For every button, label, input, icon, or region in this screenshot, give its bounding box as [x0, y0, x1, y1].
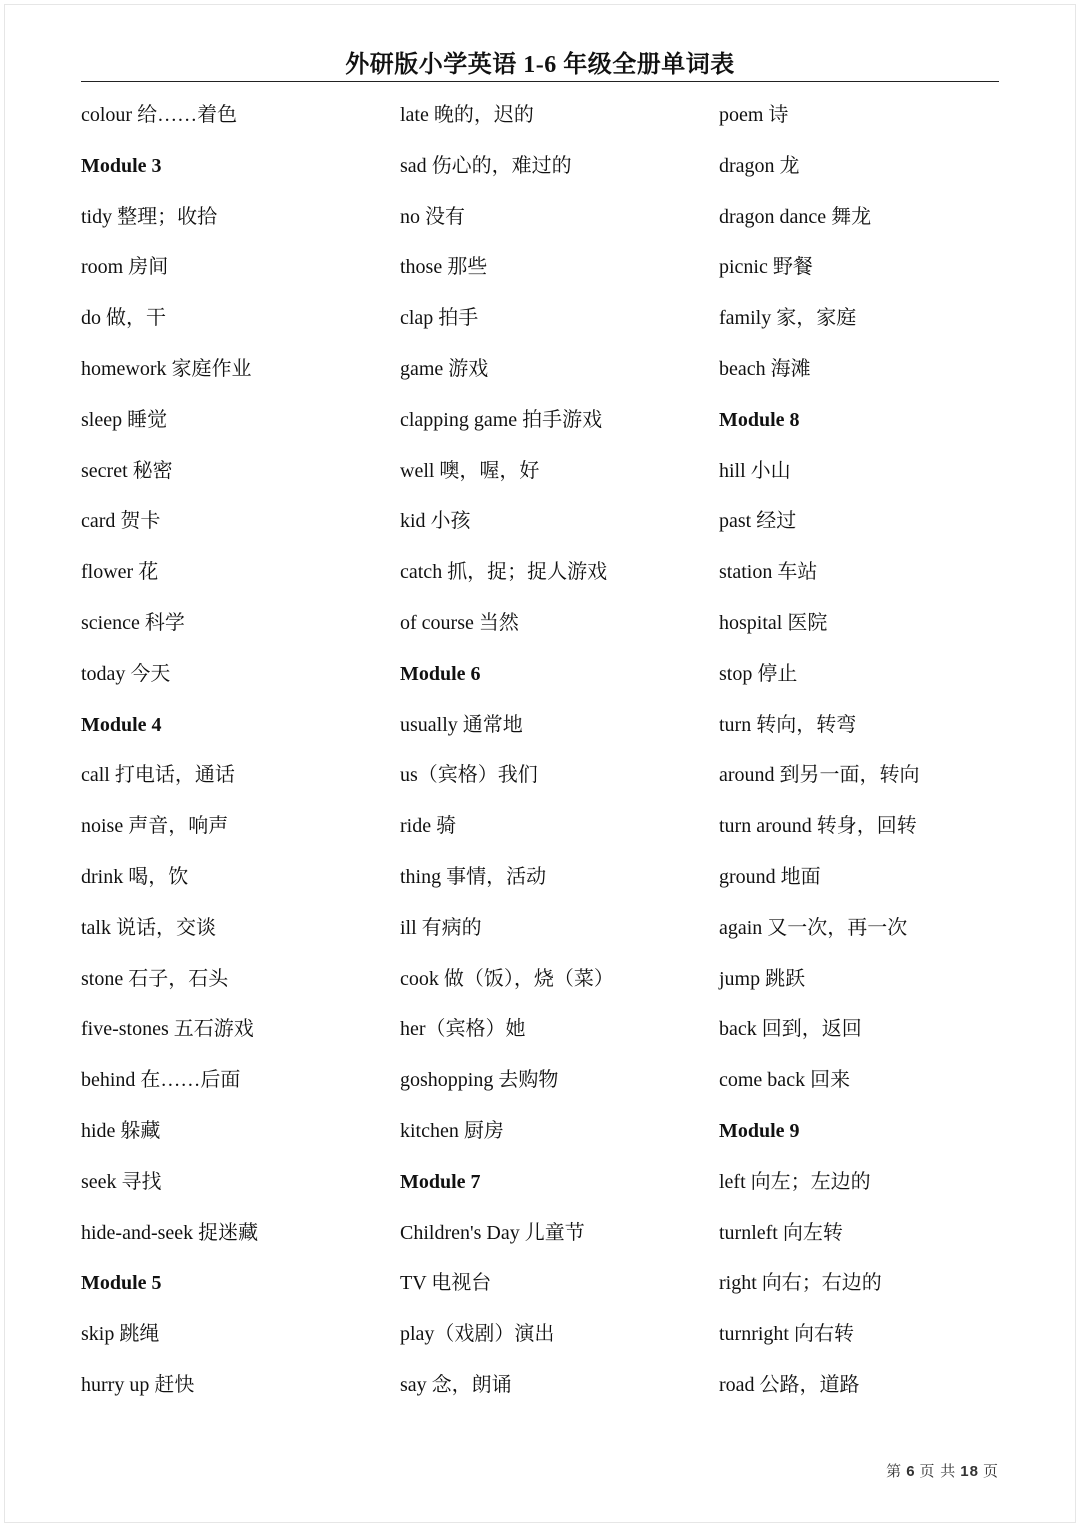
vocab-entry: those 那些: [400, 256, 488, 279]
vocab-entry: room 房间: [81, 256, 169, 279]
vocab-entry: turnleft 向左转: [719, 1221, 843, 1244]
vocab-entry: turn around 转身，回转: [719, 815, 917, 838]
vocab-entry: jump 跳跃: [719, 967, 806, 990]
total-page-count: 18: [960, 1463, 979, 1480]
page-footer: [886, 1460, 999, 1481]
vocab-entry: no 没有: [400, 205, 465, 228]
vocab-entry: road 公路，道路: [719, 1373, 860, 1396]
vocab-entry: drink 喝，饮: [81, 865, 189, 888]
vocab-entry: five-stones 五石游戏: [81, 1018, 254, 1041]
vocab-entry: card 贺卡: [81, 510, 161, 533]
vocab-column-1: [81, 90, 381, 1411]
vocab-entry: kitchen 厨房: [400, 1119, 504, 1142]
vocab-entry: turnright 向右转: [719, 1323, 854, 1346]
vocab-entry: today 今天: [81, 662, 171, 685]
vocab-entry: science 科学: [81, 611, 185, 634]
vocab-entry: us（宾格）我们: [400, 764, 538, 787]
vocab-entry: hide-and-seek 捉迷藏: [81, 1221, 259, 1244]
vocab-entry: play（戏剧）演出: [400, 1323, 555, 1346]
vocab-entry: TV 电视台: [400, 1272, 492, 1295]
vocab-entry: say 念，朗诵: [400, 1373, 512, 1396]
vocab-entry: talk 说话，交谈: [81, 916, 216, 939]
module-heading: Module 6: [400, 662, 481, 685]
vocab-entry: homework 家庭作业: [81, 357, 252, 380]
module-heading: Module 5: [81, 1272, 162, 1295]
vocab-entry: family 家，家庭: [719, 307, 857, 330]
vocab-entry: stone 石子，石头: [81, 967, 229, 990]
vocab-entry: goshopping 去购物: [400, 1069, 559, 1092]
vocab-entry: call 打电话，通话: [81, 764, 235, 787]
vocab-entry: hurry up 赶快: [81, 1373, 195, 1396]
vocab-entry: well 噢，喔，好: [400, 459, 540, 482]
vocab-entry: noise 声音，响声: [81, 815, 229, 838]
vocab-entry: poem 诗: [719, 104, 789, 126]
vocab-entry: secret 秘密: [81, 459, 173, 482]
vocab-entry: clap 拍手: [400, 307, 479, 330]
vocab-entry: hill 小山: [719, 459, 791, 482]
module-heading: Module 7: [400, 1170, 481, 1193]
vocab-entry: left 向左；左边的: [719, 1170, 871, 1193]
vocab-entry: do 做，干: [81, 307, 166, 330]
vocab-entry: sad 伤心的，难过的: [400, 154, 572, 177]
vocab-entry: come back 回来: [719, 1069, 851, 1092]
vocab-entry: hide 躲藏: [81, 1119, 161, 1142]
vocab-entry: picnic 野餐: [719, 256, 813, 279]
vocab-entry: dragon 龙: [719, 154, 800, 177]
vocab-entry: late 晚的，迟的: [400, 104, 534, 126]
vocab-entry: dragon dance 舞龙: [719, 205, 872, 228]
vocab-entry: right 向右；右边的: [719, 1272, 882, 1295]
footer-middle: 页 共: [919, 1464, 957, 1480]
module-heading: Module 8: [719, 408, 800, 431]
vocab-entry: skip 跳绳: [81, 1323, 160, 1346]
page-title: 外研版小学英语 1-6 年级全册单词表: [345, 52, 735, 78]
vocab-entry: catch 抓，捉；捉人游戏: [400, 561, 608, 584]
footer-suffix: 页: [982, 1464, 999, 1480]
vocab-entry: ground 地面: [719, 865, 821, 888]
vocab-entry: game 游戏: [400, 357, 489, 380]
vocab-entry: again 又一次，再一次: [719, 916, 908, 939]
vocab-entry: stop 停止: [719, 662, 798, 685]
vocab-entry: kid 小孩: [400, 510, 471, 533]
module-heading: Module 3: [81, 154, 162, 177]
vocab-column-2: [400, 90, 700, 1411]
vocab-entry: seek 寻找: [81, 1170, 162, 1193]
vocab-entry: clapping game 拍手游戏: [400, 408, 603, 431]
vocab-entry: thing 事情，活动: [400, 865, 547, 888]
footer-prefix: 第: [886, 1464, 903, 1480]
vocab-entry: station 车站: [719, 561, 818, 584]
vocab-entry: past 经过: [719, 510, 797, 533]
vocab-entry: Children's Day 儿童节: [400, 1221, 585, 1244]
title-divider: [81, 81, 999, 82]
vocab-entry: ill 有病的: [400, 916, 482, 939]
vocab-entry: of course 当然: [400, 611, 519, 634]
vocab-entry: tidy 整理；收拾: [81, 205, 218, 228]
module-heading: Module 9: [719, 1119, 800, 1142]
module-heading: Module 4: [81, 713, 162, 736]
vocab-entry: back 回到，返回: [719, 1018, 862, 1041]
vocab-entry: behind 在……后面: [81, 1069, 241, 1092]
vocab-entry: flower 花: [81, 561, 159, 584]
vocab-entry: sleep 睡觉: [81, 408, 168, 431]
vocab-entry: ride 骑: [400, 815, 457, 838]
vocab-entry: hospital 医院: [719, 611, 828, 634]
vocab-entry: turn 转向，转弯: [719, 713, 857, 736]
vocab-entry: beach 海滩: [719, 357, 811, 380]
vocab-entry: colour 给……着色: [81, 104, 238, 126]
vocab-entry: her（宾格）她: [400, 1018, 526, 1041]
vocab-entry: around 到另一面，转向: [719, 764, 920, 787]
current-page-number: 6: [906, 1463, 916, 1480]
vocab-column-3: [719, 90, 1019, 1411]
vocab-entry: cook 做（饭），烧（菜）: [400, 967, 614, 990]
vocab-entry: usually 通常地: [400, 713, 523, 736]
